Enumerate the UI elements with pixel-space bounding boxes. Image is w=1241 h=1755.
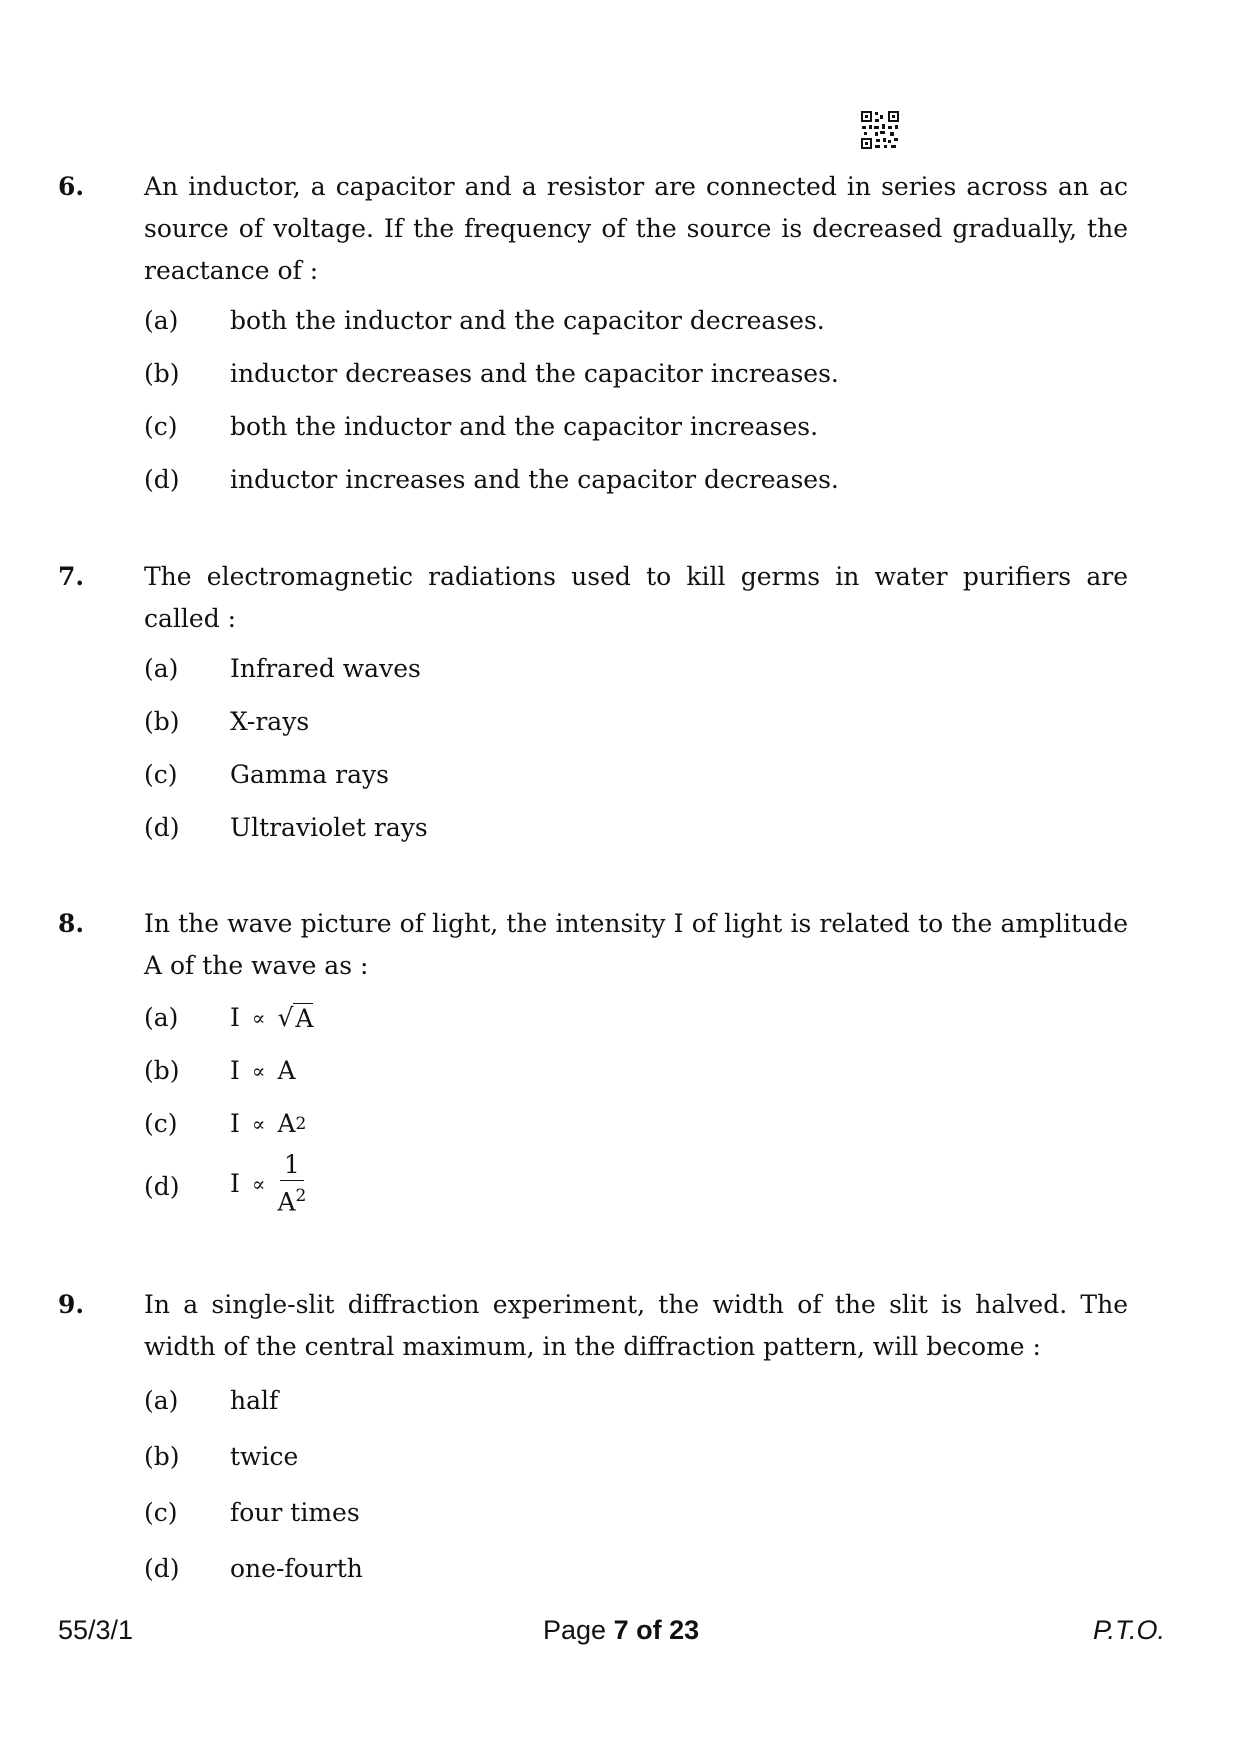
option-d [144, 807, 1128, 860]
formula [230, 997, 313, 1039]
option-text: inductor increases and the capacitor decreases. [230, 465, 839, 494]
formula [230, 1150, 306, 1217]
option-label: (c) [144, 412, 178, 441]
fraction [277, 1150, 306, 1217]
option-label: (b) [144, 707, 180, 736]
denominator-base: A [277, 1187, 296, 1217]
formula-lhs: I [230, 1056, 240, 1085]
option-label: (b) [144, 1056, 180, 1085]
page-current: 7 [613, 1615, 629, 1645]
option-a [144, 300, 1128, 353]
pto-label: P.T.O. [1093, 1615, 1166, 1645]
qr-code-icon [860, 110, 900, 150]
page-total: 23 [669, 1615, 700, 1645]
option-text: Infrared waves [230, 654, 421, 683]
option-d [144, 459, 1128, 512]
fraction-numerator: 1 [280, 1150, 304, 1181]
option-label: (a) [144, 654, 179, 683]
option-label: (d) [144, 813, 180, 842]
option-b [144, 353, 1128, 406]
page-of: of [628, 1615, 670, 1645]
option-label: (d) [144, 1554, 180, 1583]
option-label: (b) [144, 359, 180, 388]
sqrt-symbol: √ [277, 1003, 294, 1032]
question-text: In the wave picture of light, the intensity I of light is related to the amplitude A of the wave as : [144, 909, 1128, 980]
paper-code: 55/3/1 [58, 1615, 134, 1645]
option-d [144, 1150, 1128, 1226]
option-a [144, 648, 1128, 701]
formula-rhs: A [277, 1056, 296, 1085]
option-b [144, 1436, 1128, 1492]
option-label: (a) [144, 1003, 179, 1032]
option-label: (c) [144, 1109, 178, 1138]
question-text: The electromagnetic radiations used to kill germs in water purifiers are called : [144, 562, 1128, 633]
page-prefix: Page [543, 1615, 614, 1645]
option-label: (b) [144, 1442, 180, 1471]
option-label: (a) [144, 1386, 179, 1415]
formula [230, 1103, 306, 1145]
option-a [144, 1380, 1128, 1436]
page-number [543, 1615, 699, 1646]
option-c [144, 1103, 1128, 1156]
option-text: X-rays [230, 707, 310, 736]
option-a [144, 997, 1128, 1050]
option-label: (d) [144, 465, 180, 494]
proportional-symbol: ∝ [251, 1112, 266, 1136]
proportional-symbol: ∝ [251, 1059, 266, 1083]
option-text: both the inductor and the capacitor decreases. [230, 306, 825, 335]
option-text: four times [230, 1498, 360, 1527]
formula-lhs: I [230, 1109, 240, 1138]
proportional-symbol: ∝ [251, 1006, 266, 1030]
question-number: 8. [58, 909, 85, 938]
fraction-denominator [277, 1181, 306, 1217]
option-text: one-fourth [230, 1554, 363, 1583]
option-label: (d) [144, 1172, 180, 1201]
formula-rhs: A [295, 1003, 314, 1033]
option-b [144, 1050, 1128, 1103]
question-number: 9. [58, 1290, 85, 1319]
option-label: (c) [144, 1498, 178, 1527]
formula [230, 1050, 296, 1092]
option-text: both the inductor and the capacitor increases. [230, 412, 819, 441]
option-d [144, 1548, 1128, 1604]
question-9 [58, 1284, 1128, 1604]
question-text: An inductor, a capacitor and a resistor are connected in series across an ac source of voltage. If the frequency of the source is decreased gradually, the reactance of : [144, 172, 1128, 285]
option-c [144, 1492, 1128, 1548]
question-number: 7. [58, 562, 85, 591]
option-b [144, 701, 1128, 754]
option-label: (a) [144, 306, 179, 335]
question-7 [58, 556, 1128, 860]
question-number: 6. [58, 172, 85, 201]
denominator-exponent: 2 [295, 1186, 307, 1206]
option-c [144, 754, 1128, 807]
formula-rhs: A [277, 1109, 296, 1138]
question-text: In a single-slit diffraction experiment, the width of the slit is halved. The width of the central maximum, in the diffraction pattern, will become : [144, 1290, 1128, 1361]
option-c [144, 406, 1128, 459]
option-text: Ultraviolet rays [230, 813, 428, 842]
question-8 [58, 903, 1128, 1226]
proportional-symbol: ∝ [251, 1171, 266, 1196]
formula-lhs: I [230, 1168, 240, 1198]
option-label: (c) [144, 760, 178, 789]
formula-lhs: I [230, 1003, 240, 1032]
option-text: Gamma rays [230, 760, 389, 789]
option-text: inductor decreases and the capacitor increases. [230, 359, 839, 388]
option-text: half [230, 1386, 279, 1415]
formula-exponent: 2 [295, 1114, 307, 1134]
question-6 [58, 166, 1128, 512]
option-text: twice [230, 1442, 299, 1471]
